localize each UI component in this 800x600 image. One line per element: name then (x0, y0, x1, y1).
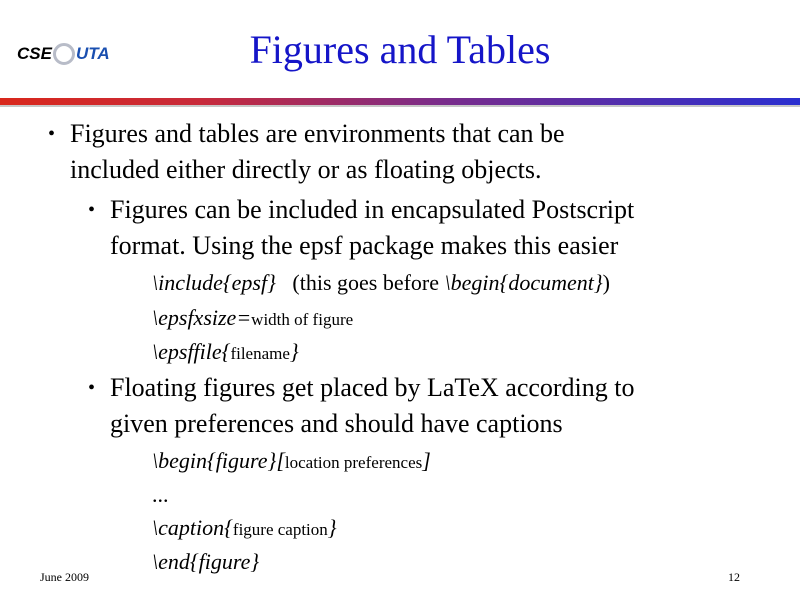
logo-uta-text: UTA (75, 44, 110, 63)
code-caption: \caption{figure caption} (152, 515, 337, 540)
bullet-dot-icon: • (88, 199, 96, 221)
code-begin-figure: \begin{figure}[location preferences] (152, 448, 431, 473)
code-include-epsf: \include{epsf} (this goes before \begin{document}) (152, 270, 610, 295)
bullet-line: Figures can be included in encapsulated Postscript (110, 195, 635, 224)
page-number: 12 (728, 570, 740, 584)
bullet-line: given preferences and should have captions (110, 409, 563, 438)
bullet-line: format. Using the epsf package makes this easier (110, 231, 619, 260)
bullet-dot-icon: • (48, 123, 56, 145)
bullet-line: Figures and tables are environments that can be (70, 119, 565, 148)
slide-title: Figures and Tables (249, 27, 551, 72)
code-epsfxsize: \epsfxsize=width of figure (152, 305, 354, 330)
code-end-figure: \end{figure} (152, 549, 260, 574)
bullet-line: Floating figures get placed by LaTeX according to (110, 373, 635, 402)
title-divider-shadow (0, 105, 800, 107)
code-epsffile: \epsffile{filename} (152, 339, 299, 364)
logo-cse-text: CSE (17, 44, 52, 63)
bullet-line: included either directly or as floating objects. (70, 155, 542, 184)
footer-date: June 2009 (40, 570, 89, 584)
bullet-dot-icon: • (88, 377, 96, 399)
title-divider (0, 98, 800, 105)
code-ellipsis: ... (152, 482, 169, 507)
